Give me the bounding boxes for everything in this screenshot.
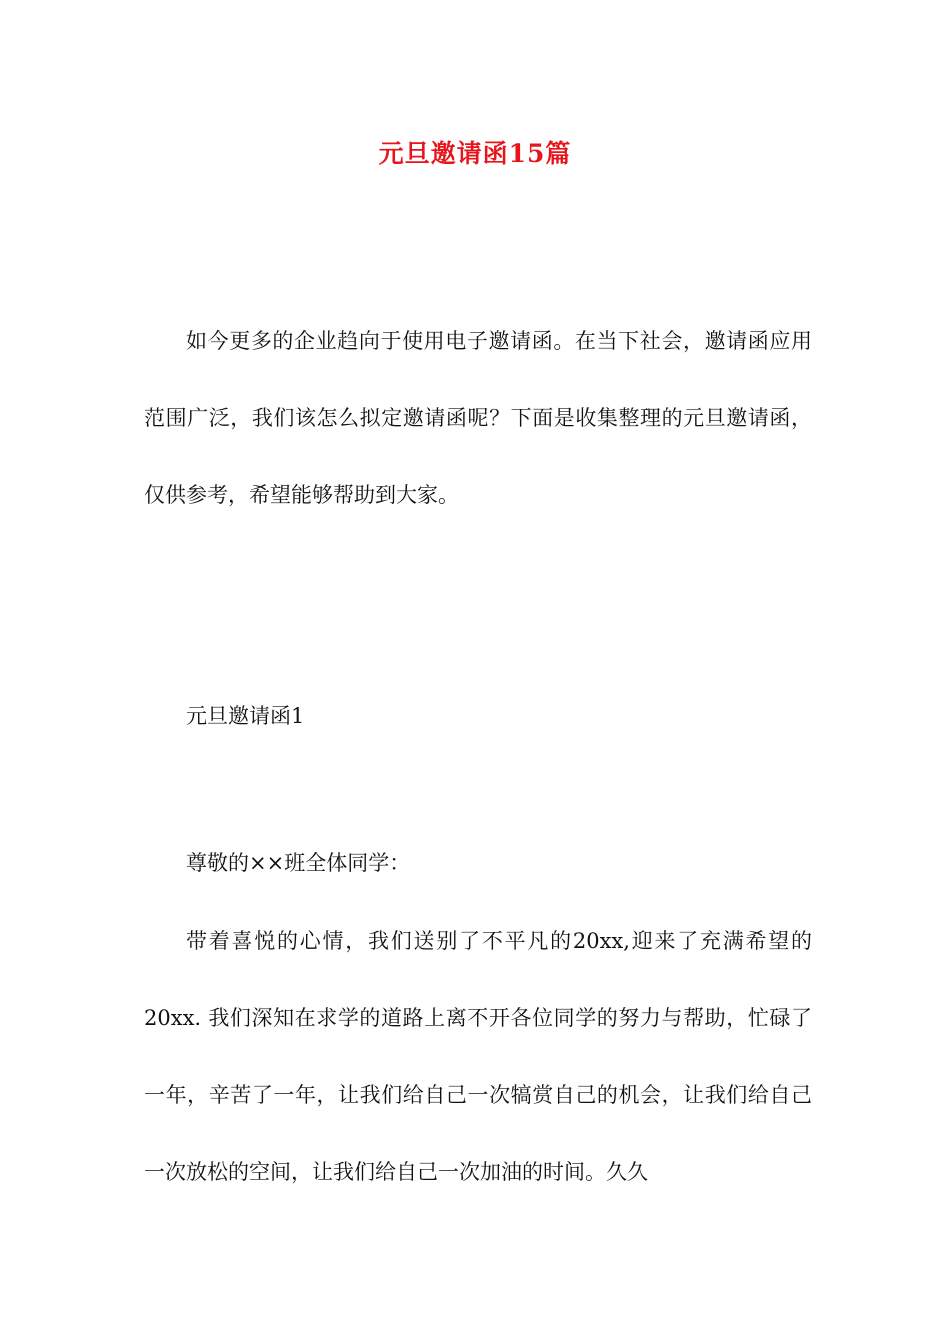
intro-paragraph: 如今更多的企业趋向于使用电子邀请函。在当下社会，邀请函应用范围广泛，我们该怎么拟定邀请函呢？下面是收集整理的元旦邀请函，仅供参考，希望能够帮助到大家。 — [144, 329, 812, 507]
body-paragraph: 带着喜悦的心情，我们送别了不平凡的20xx,迎来了充满希望的20xx. 我们深知在求学的道路上离不开各位同学的努力与帮助，忙碌了一年，辛苦了一年，让我们给自己一次犒赏自己的机会，让我们给自己一次放松的空间，让我们给自己一次加油的时间。久久 — [144, 929, 812, 1184]
section-heading: 元旦邀请函1 — [186, 704, 305, 728]
salutation: 尊敬的××班全体同学： — [186, 851, 411, 875]
document-title: 元旦邀请函15篇 — [378, 139, 572, 168]
